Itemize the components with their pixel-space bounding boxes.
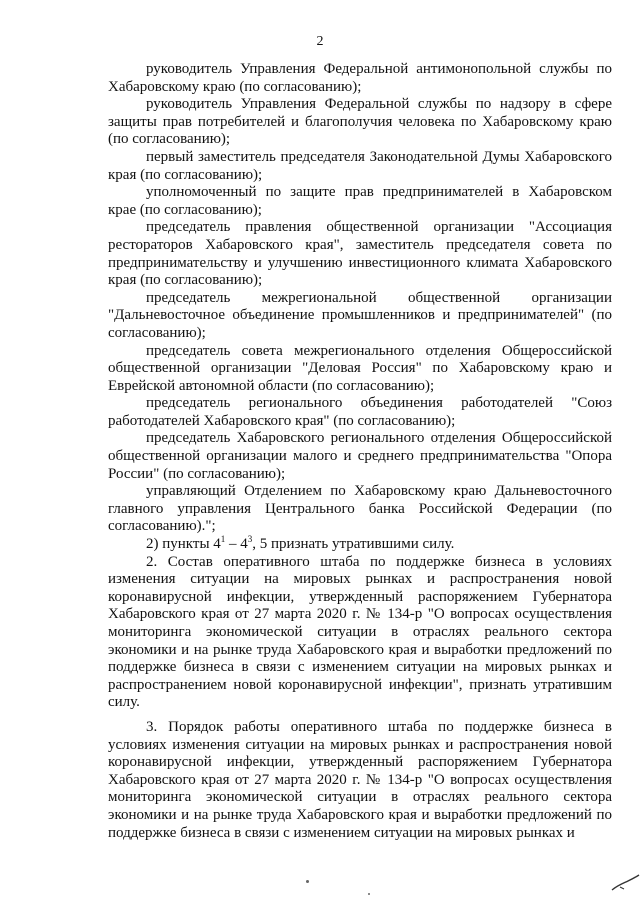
scan-dot bbox=[368, 893, 370, 895]
item-2-dash: – 4 bbox=[225, 536, 248, 553]
margin-scribble bbox=[610, 873, 640, 893]
paragraph: председатель правления общественной организации "Ассоциация рестораторов Хабаровского края", заместитель председателя совета по предпринимательству и улучшению инвестиционного климата Хабаровского края (по согласованию); bbox=[108, 219, 612, 289]
paragraph: первый заместитель председателя Законодательной Думы Хабаровского края (по согласованию); bbox=[108, 148, 612, 183]
superscript: 3 bbox=[247, 534, 253, 545]
paragraph: уполномоченный по защите прав предпринимателей в Хабаровском крае (по согласованию); bbox=[108, 184, 612, 218]
paragraph: председатель совета межрегионального отделения Общероссийской общественной организации "Деловая Россия" по Хабаровскому краю и Еврейской автономной области (по согласованию); bbox=[108, 342, 612, 394]
paragraph: управляющий Отделением по Хабаровскому краю Дальневосточного главного управления Центрального банка Российской Федерации (по согласованию)."; bbox=[108, 483, 612, 535]
scan-dot bbox=[306, 880, 309, 883]
paragraph: руководитель Управления Федеральной антимонопольной службы по Хабаровскому краю (по согласованию); bbox=[108, 61, 612, 95]
superscript: 1 bbox=[220, 534, 226, 545]
section-2: 2. Состав оперативного штаба по поддержке бизнеса в условиях изменения ситуации на мировых рынках и распространения новой коронавирусной инфекции, утвержденный распоряжением Губернатора Хабаровского края от 27 марта 2020 г. № 134-р "О вопросах осуществления мониторинга экономической ситуации в отраслях реального сектора экономики и на рынке труда Хабаровского края и выработки предложений по поддержке бизнеса в связи с изменением ситуации на мировых рынках и распространением новой коронавирусной инфекции", признать утратившим силу. bbox=[108, 553, 612, 711]
paragraph: руководитель Управления Федеральной службы по надзору в сфере защиты прав потребителей и благополучия человека по Хабаровскому краю (по согласованию); bbox=[108, 96, 612, 148]
paragraph: председатель межрегиональной общественной организации "Дальневосточное объединение промышленников и предпринимателей" (по согласованию); bbox=[108, 289, 612, 341]
item-2 bbox=[108, 536, 612, 554]
document-body bbox=[108, 61, 612, 842]
item-2-suffix: , 5 признать утратившими силу. bbox=[252, 536, 455, 553]
paragraph: председатель регионального объединения работодателей "Союз работодателей Хабаровского края" (по согласованию); bbox=[108, 395, 612, 429]
paragraph: председатель Хабаровского регионального отделения Общероссийской общественной организации малого и среднего предпринимательства "Опора России" (по согласованию); bbox=[108, 430, 612, 482]
page-number: 2 bbox=[316, 34, 324, 49]
section-3: 3. Порядок работы оперативного штаба по поддержке бизнеса в условиях изменения ситуации на мировых рынках и распространения новой коронавирусной инфекции, утвержденный распоряжением Губернатора Хабаровского края от 27 марта 2020 г. № 134-р "О вопросах осуществления мониторинга экономической ситуации в отраслях реального сектора экономики и на рынке труда Хабаровского края и выработки предложений по поддержке бизнеса в связи с изменением ситуации на мировых рынках и bbox=[108, 718, 612, 841]
item-2-prefix: 2) пункты 4 bbox=[146, 536, 221, 553]
